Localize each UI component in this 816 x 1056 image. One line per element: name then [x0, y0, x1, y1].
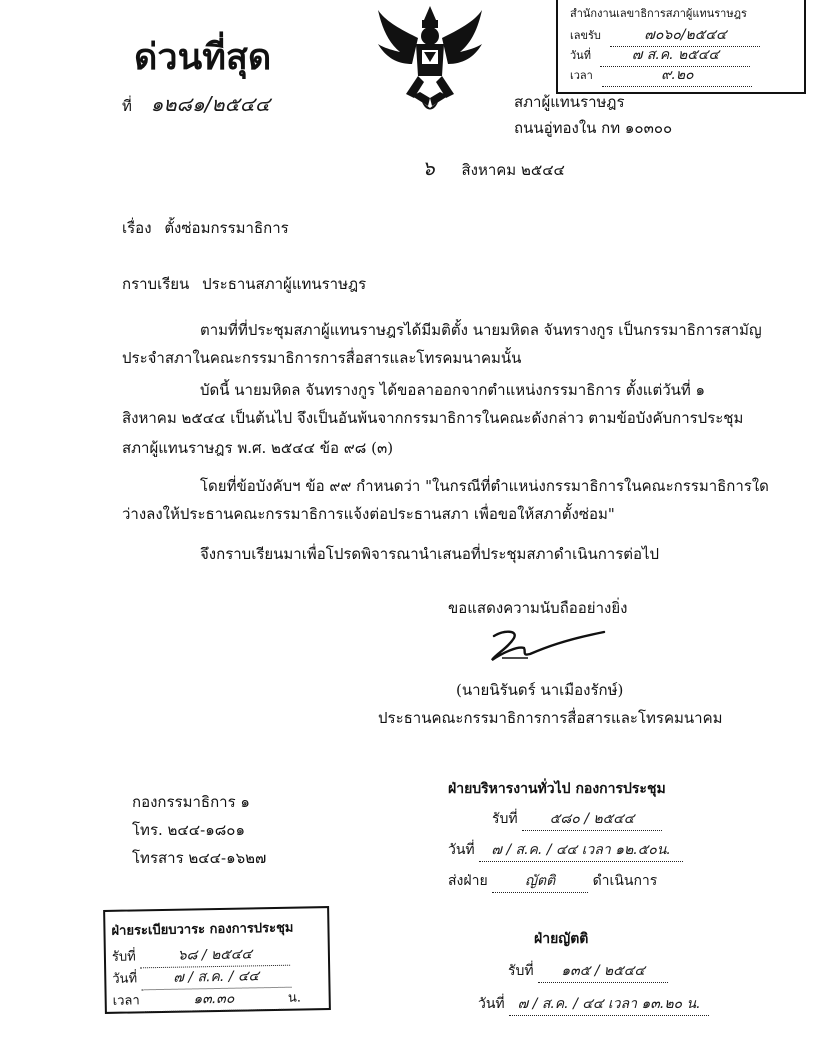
- motion-stamp-label: รับที่: [508, 963, 534, 979]
- paragraph-4-line-1: จึงกราบเรียนมาเพื่อโปรดพิจารณานำเสนอที่ประชุมสภาดำเนินการต่อไป: [200, 545, 660, 563]
- motion-stamp-value: ๗ / ส.ค. / ๔๔ เวลา ๑๓.๒๐ น.: [509, 993, 709, 1016]
- registry-stamp-value: ๗ / ส.ค. / ๔๔: [141, 965, 291, 991]
- garuda-emblem-icon: [372, 2, 488, 118]
- doc-number-value: ๑๒๘๑/๒๕๔๔: [150, 92, 271, 116]
- salutation-label: กราบเรียน: [122, 275, 190, 293]
- motion-stamp-title: ฝ่ายญัตติ: [534, 931, 589, 947]
- paragraph-1-line-2: ประจำสภาในคณะกรรมาธิการการสื่อสารและโทรคมนาคมนั้น: [122, 349, 522, 367]
- signer-name: (นายนิรันดร์ นาเมืองรักษ์): [456, 681, 624, 699]
- signature-image: [484, 622, 614, 666]
- contact-fax: โทรสาร ๒๔๔-๑๖๒๗: [132, 849, 267, 867]
- registry-stamp-label: วันที่: [112, 971, 138, 987]
- doc-number-label: ที่: [122, 97, 132, 115]
- registry-stamp-value: ๖๘ / ๒๕๔๔: [140, 943, 290, 969]
- paragraph-1-line-1: ตามที่ที่ประชุมสภาผู้แทนราษฎรได้มีมติตั้ง นายมหิดล จันทรางกูร เป็นกรรมาธิการสามัญ: [200, 321, 762, 339]
- registry-stamp-title: ฝ่ายระเบียบวาระ กองการประชุม: [111, 920, 294, 939]
- receipt-stamp-top: [556, 0, 806, 94]
- urgency-heading: ด่วนที่สุด: [134, 37, 272, 78]
- salutation-text: ประธานสภาผู้แทนราษฎร: [202, 275, 367, 293]
- receipt-stamp-value: ๗๐๖๐/๒๕๔๔: [610, 24, 760, 47]
- subject-label: เรื่อง: [122, 219, 152, 237]
- meeting-receipt-row: [448, 839, 708, 862]
- document-date: [422, 158, 565, 180]
- paragraph-3-line-1: โดยที่ข้อบังคับฯ ข้อ ๙๙ กำหนดว่า "ในกรณีที่ตำแหน่งกรรมาธิการในคณะกรรมาธิการใด: [200, 477, 769, 495]
- motion-stamp-row: [508, 960, 728, 983]
- contact-tel: โทร. ๒๔๔-๑๘๐๑: [132, 821, 245, 839]
- salutation-line: [122, 274, 366, 294]
- sender-org: สภาผู้แทนราษฎร: [514, 93, 625, 111]
- registry-stamp: [103, 906, 331, 1014]
- paragraph-2-line-2: สิงหาคม ๒๕๔๔ เป็นต้นไป จึงเป็นอันพ้นจากกรรมาธิการในคณะดังกล่าว ตามข้อบังคับการประชุม: [122, 409, 744, 427]
- sender-address: ถนนอู่ทองใน กท ๑๐๓๐๐: [514, 119, 673, 137]
- registry-stamp-label: รับที่: [111, 949, 136, 965]
- meeting-receipt-value: ๗ / ส.ค. / ๔๔ เวลา ๑๒.๕๐น.: [479, 839, 683, 862]
- doc-number: [122, 88, 270, 120]
- meeting-receipt-suffix: ดำเนินการ: [592, 873, 658, 889]
- motion-stamp-label: วันที่: [478, 996, 505, 1012]
- meeting-receipt-label: ส่งฝ่าย: [448, 873, 488, 889]
- meeting-receipt-stamp: [448, 778, 708, 893]
- meeting-receipt-label: รับที่: [492, 811, 518, 827]
- date-month-year: สิงหาคม ๒๕๔๔: [461, 161, 565, 179]
- meeting-receipt-row: [492, 808, 708, 831]
- meeting-receipt-label: วันที่: [448, 842, 475, 858]
- paragraph-2-line-1: บัดนี้ นายมหิดล จันทรางกูร ได้ขอลาออกจากตำแหน่งกรรมาธิการ ตั้งแต่วันที่ ๑: [200, 381, 706, 399]
- contact-dept: กองกรรมาธิการ ๑: [132, 793, 250, 811]
- signer-position: ประธานคณะกรรมาธิการการสื่อสารและโทรคมนาคม: [378, 709, 723, 727]
- receipt-stamp-title: สำนักงานเลขาธิการสภาผู้แทนราษฎร: [570, 7, 747, 20]
- subject-text: ตั้งซ่อมกรรมาธิการ: [164, 219, 289, 237]
- receipt-stamp-label: เลขรับ: [570, 29, 601, 42]
- registry-stamp-label: เวลา: [112, 993, 140, 1009]
- closing-phrase: ขอแสดงความนับถืออย่างยิ่ง: [448, 599, 628, 617]
- receipt-stamp-label: เวลา: [570, 69, 593, 82]
- registry-stamp-suffix: น.: [287, 990, 302, 1006]
- receipt-stamp-value: ๙.๒๐: [602, 64, 752, 87]
- meeting-receipt-row: [448, 870, 708, 893]
- receipt-stamp-row: [570, 64, 752, 87]
- paragraph-2-line-3: สภาผู้แทนราษฎร พ.ศ. ๒๕๔๔ ข้อ ๙๘ (๓): [122, 439, 394, 457]
- motion-stamp-value: ๑๓๕ / ๒๕๔๔: [538, 960, 668, 983]
- meeting-receipt-value: ญัตติ: [492, 870, 588, 893]
- meeting-receipt-value: ๕๘๐ / ๒๕๔๔: [522, 808, 662, 831]
- receipt-stamp-value: ๗ ส.ค. ๒๕๔๔: [600, 44, 750, 67]
- registry-stamp-value: ๑๓.๓๐: [144, 987, 284, 1012]
- subject-line: [122, 218, 289, 238]
- motion-stamp: [478, 928, 728, 1016]
- meeting-receipt-title: ฝ่ายบริหารงานทั่วไป กองการประชุม: [448, 781, 666, 797]
- registry-stamp-row: [113, 987, 302, 1013]
- motion-stamp-row: [478, 993, 728, 1016]
- date-day: ๖: [422, 156, 435, 180]
- paragraph-3-line-2: ว่างลงให้ประธานคณะกรรมาธิการแจ้งต่อประธานสภา เพื่อขอให้สภาตั้งซ่อม": [122, 505, 615, 523]
- receipt-stamp-label: วันที่: [570, 49, 591, 62]
